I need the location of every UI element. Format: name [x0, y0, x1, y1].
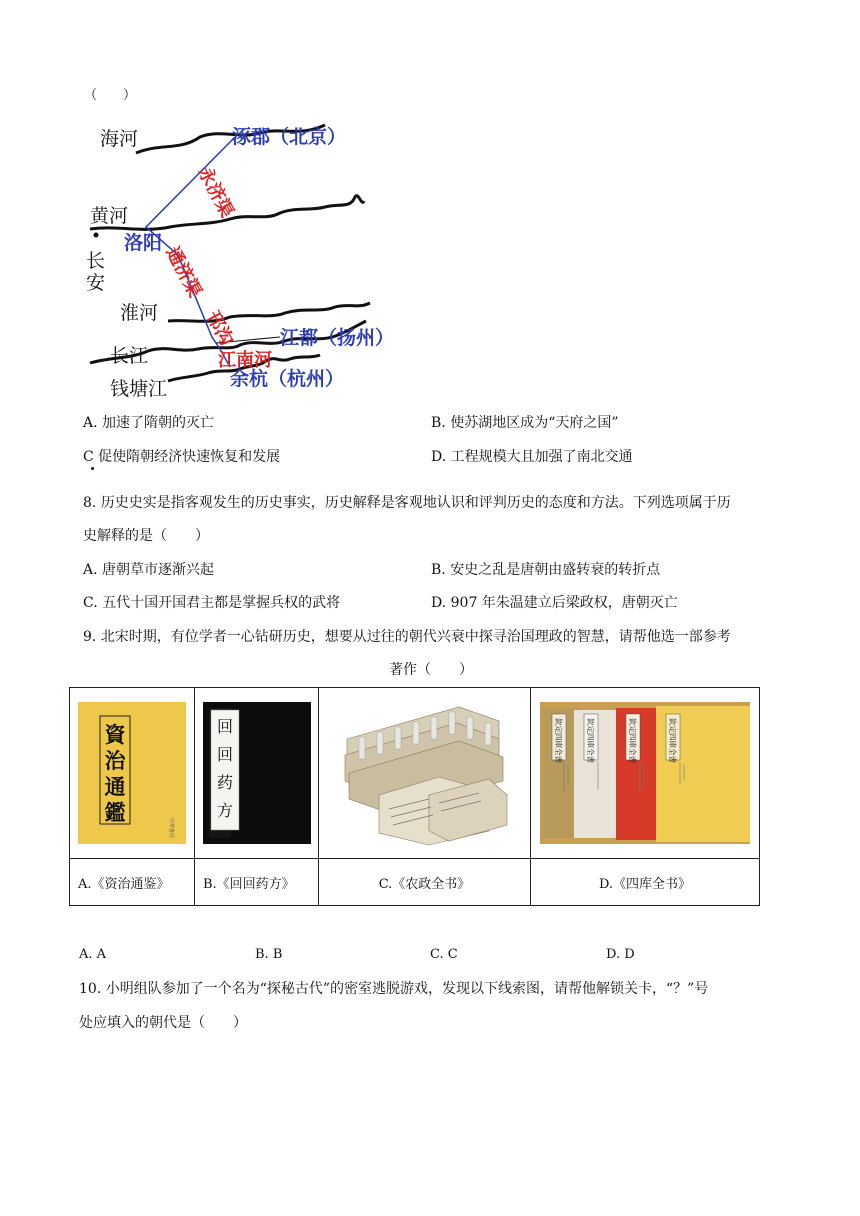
map-label-zhuojun: 涿郡（北京） [232, 126, 347, 148]
svg-text:資: 資 [104, 722, 126, 747]
map-label-qiantang: 钱塘江 [110, 378, 168, 400]
map-label-hangou: 邗沟 [201, 307, 238, 350]
zizhitongjian-cover-image [78, 702, 186, 844]
q8-stem-line2: 史解释的是（ ） [83, 528, 209, 544]
book-options-table [69, 687, 760, 906]
book-d-caption: D.《四库全书》 [531, 859, 760, 906]
svg-text:回: 回 [216, 717, 233, 736]
q10-stem-line1: 10. 小明组队参加了一个名为“探秘古代”的密室逃脱游戏，发现以下线索图，请帮他解锁关卡，“？”号 [79, 981, 709, 997]
map-label-luoyang: 洛阳 [124, 232, 163, 254]
book-b-caption: B.《回回药方》 [195, 859, 319, 906]
q9-stem-line1: 9. 北宋时期，有位学者一心钻研历史，想要从过往的朝代兴衰中探寻治国理政的智慧，请帮他选一部参考 [83, 629, 731, 645]
book-a-cell [70, 688, 195, 859]
q9-stem-line2: 著作（ ） [389, 662, 473, 678]
q8-stem-line1: 8. 历史史实是指客观发生的历史事实，历史解释是客观地认识和评判历史的态度和方法。下列选项属于历 [83, 495, 731, 511]
book-a-caption: A.《资治通鉴》 [70, 859, 195, 906]
q7-option-b[interactable]: B. 使苏湖地区成为“天府之国” [431, 415, 619, 431]
grand-canal-map [80, 115, 400, 405]
svg-text:回: 回 [216, 745, 233, 764]
map-label-chang: 长 [86, 250, 106, 272]
q7-option-c[interactable]: C 促使隋朝经济快速恢复和发展 [83, 449, 281, 465]
svg-text:治: 治 [104, 748, 126, 773]
svg-text:欽定四庫全書: 欽定四庫全書 [628, 718, 637, 763]
q7-option-a[interactable]: A. 加速了隋朝的灭亡 [83, 415, 215, 431]
book-b-cell [195, 688, 319, 859]
map-label-tongjiqu: 通济渠 [161, 243, 206, 302]
map-label-huaihe: 淮河 [120, 302, 159, 324]
q7-option-c-dot [91, 467, 94, 470]
svg-text:药: 药 [216, 773, 233, 792]
svg-text:方: 方 [216, 801, 233, 820]
q7-option-d[interactable]: D. 工程规模大且加强了南北交通 [431, 449, 633, 465]
q9-answer-a[interactable]: A. A [79, 947, 107, 962]
q8-option-d[interactable]: D. 907 年朱温建立后梁政权，唐朝灭亡 [431, 595, 678, 611]
book-c-cell [319, 688, 531, 859]
map-label-jiangnanhe: 江南河 [218, 350, 272, 371]
map-label-jiangdu: 江都（扬州） [280, 327, 395, 349]
q8-option-c[interactable]: C. 五代十国开国君主都是掌握兵权的武将 [83, 595, 341, 611]
q7-answer-paren: （ ） [84, 88, 137, 103]
book-d-cell [531, 688, 760, 859]
map-label-haihe: 海河 [100, 128, 139, 150]
huihuiyaofang-cover-image [203, 702, 311, 844]
map-label-yuhang: 余杭（杭州） [230, 368, 345, 390]
map-label-yangtze: 长江 [110, 345, 149, 367]
q8-option-b[interactable]: B. 安史之乱是唐朝由盛转衰的转折点 [431, 562, 661, 578]
q9-answer-d[interactable]: D. D [606, 947, 635, 962]
q9-answer-c[interactable]: C. C [430, 947, 458, 962]
map-label-an: 安 [86, 272, 106, 294]
map-label-yongjiqu: 永济渠 [193, 163, 238, 222]
svg-text:欽定四庫全書: 欽定四庫全書 [586, 718, 595, 763]
q9-answer-b[interactable]: B. B [255, 947, 283, 962]
svg-text:通: 通 [104, 774, 126, 799]
q10-stem-line2: 处应填入的朝代是（ ） [79, 1015, 247, 1031]
q8-option-a[interactable]: A. 唐朝草市逐渐兴起 [83, 562, 215, 578]
book-c-caption: C.《农政全书》 [319, 859, 531, 906]
changan-dot [94, 233, 99, 238]
svg-text:鑑: 鑑 [104, 800, 126, 825]
svg-text:欽定四庫全書: 欽定四庫全書 [554, 718, 563, 763]
siku-quanshu-books-image [540, 702, 750, 844]
map-label-huanghe: 黄河 [90, 205, 129, 227]
svg-text:欽定四庫全書: 欽定四庫全書 [668, 718, 677, 763]
nongzhengquanshu-books-image [339, 699, 511, 847]
svg-text:中華書局: 中華書局 [168, 818, 174, 839]
